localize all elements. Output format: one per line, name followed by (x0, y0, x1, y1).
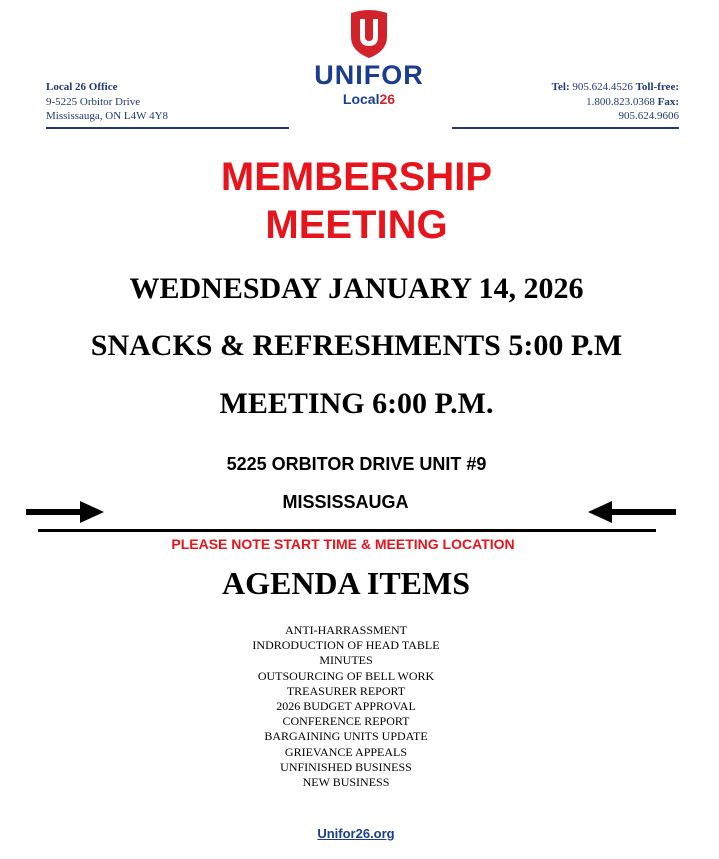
website-link[interactable]: Unifor26.org (317, 826, 395, 841)
tollfree-label: Toll-free: (635, 81, 679, 93)
agenda-item: INDRODUCTION OF HEAD TABLE (252, 638, 440, 653)
event-date: WEDNESDAY JANUARY 14, 2026 (129, 272, 584, 305)
office-address-block (46, 80, 296, 124)
arrow-left-icon (588, 500, 676, 524)
logo-local-number: 26 (379, 91, 396, 107)
agenda-item: BARGAINING UNITS UPDATE (264, 729, 428, 744)
agenda-title: AGENDA ITEMS (221, 565, 471, 601)
arrow-right-icon (26, 500, 106, 524)
agenda-item: CONFERENCE REPORT (282, 714, 410, 729)
location-rule (38, 529, 656, 532)
office-name: Local 26 Office (46, 81, 118, 93)
meeting-city: MISSISSAUGA (282, 492, 409, 512)
header-left-rule (46, 127, 289, 129)
tollfree-value: 1.800.823.0368 (586, 95, 655, 108)
agenda-item: 2026 BUDGET APPROVAL (276, 699, 416, 714)
fax-value: 905.624.9606 (618, 110, 679, 122)
logo-wordmark: UNIFOR (314, 60, 424, 90)
title-line-1: MEMBERSHIP (220, 155, 493, 199)
address-line-1: 9-5225 Orbitor Drive (46, 95, 141, 108)
logo-local-prefix: Local (342, 91, 380, 107)
unifor-shield-icon (348, 9, 390, 59)
address-line-2: Mississauga, ON L4W 4Y8 (46, 110, 169, 122)
contact-block (479, 80, 679, 124)
agenda-item: ANTI-HARRASSMENT (284, 623, 407, 637)
agenda-list (0, 623, 692, 790)
agenda-item: GRIEVANCE APPEALS (284, 744, 408, 759)
title-line-2: MEETING (265, 203, 448, 247)
logo-local (306, 91, 432, 107)
meeting-address: 5225 ORBITOR DRIVE UNIT #9 (226, 454, 487, 474)
tel-label: Tel: (551, 81, 570, 93)
header-right-rule (452, 127, 679, 129)
agenda-item: MINUTES (319, 653, 373, 668)
snacks-time: SNACKS & REFRESHMENTS 5:00 P.M (90, 329, 623, 362)
agenda-item: UNFINISHED BUSINESS (280, 759, 412, 774)
fax-label: Fax: (657, 95, 679, 108)
agenda-item: NEW BUSINESS (302, 775, 390, 790)
agenda-item: OUTSOURCING OF BELL WORK (257, 668, 435, 683)
agenda-item: TREASURER REPORT (286, 683, 406, 698)
meeting-time: MEETING 6:00 P.M. (219, 387, 494, 420)
start-time-note: PLEASE NOTE START TIME & MEETING LOCATION (171, 536, 515, 552)
tel-value: 905.624.4526 (572, 81, 633, 93)
